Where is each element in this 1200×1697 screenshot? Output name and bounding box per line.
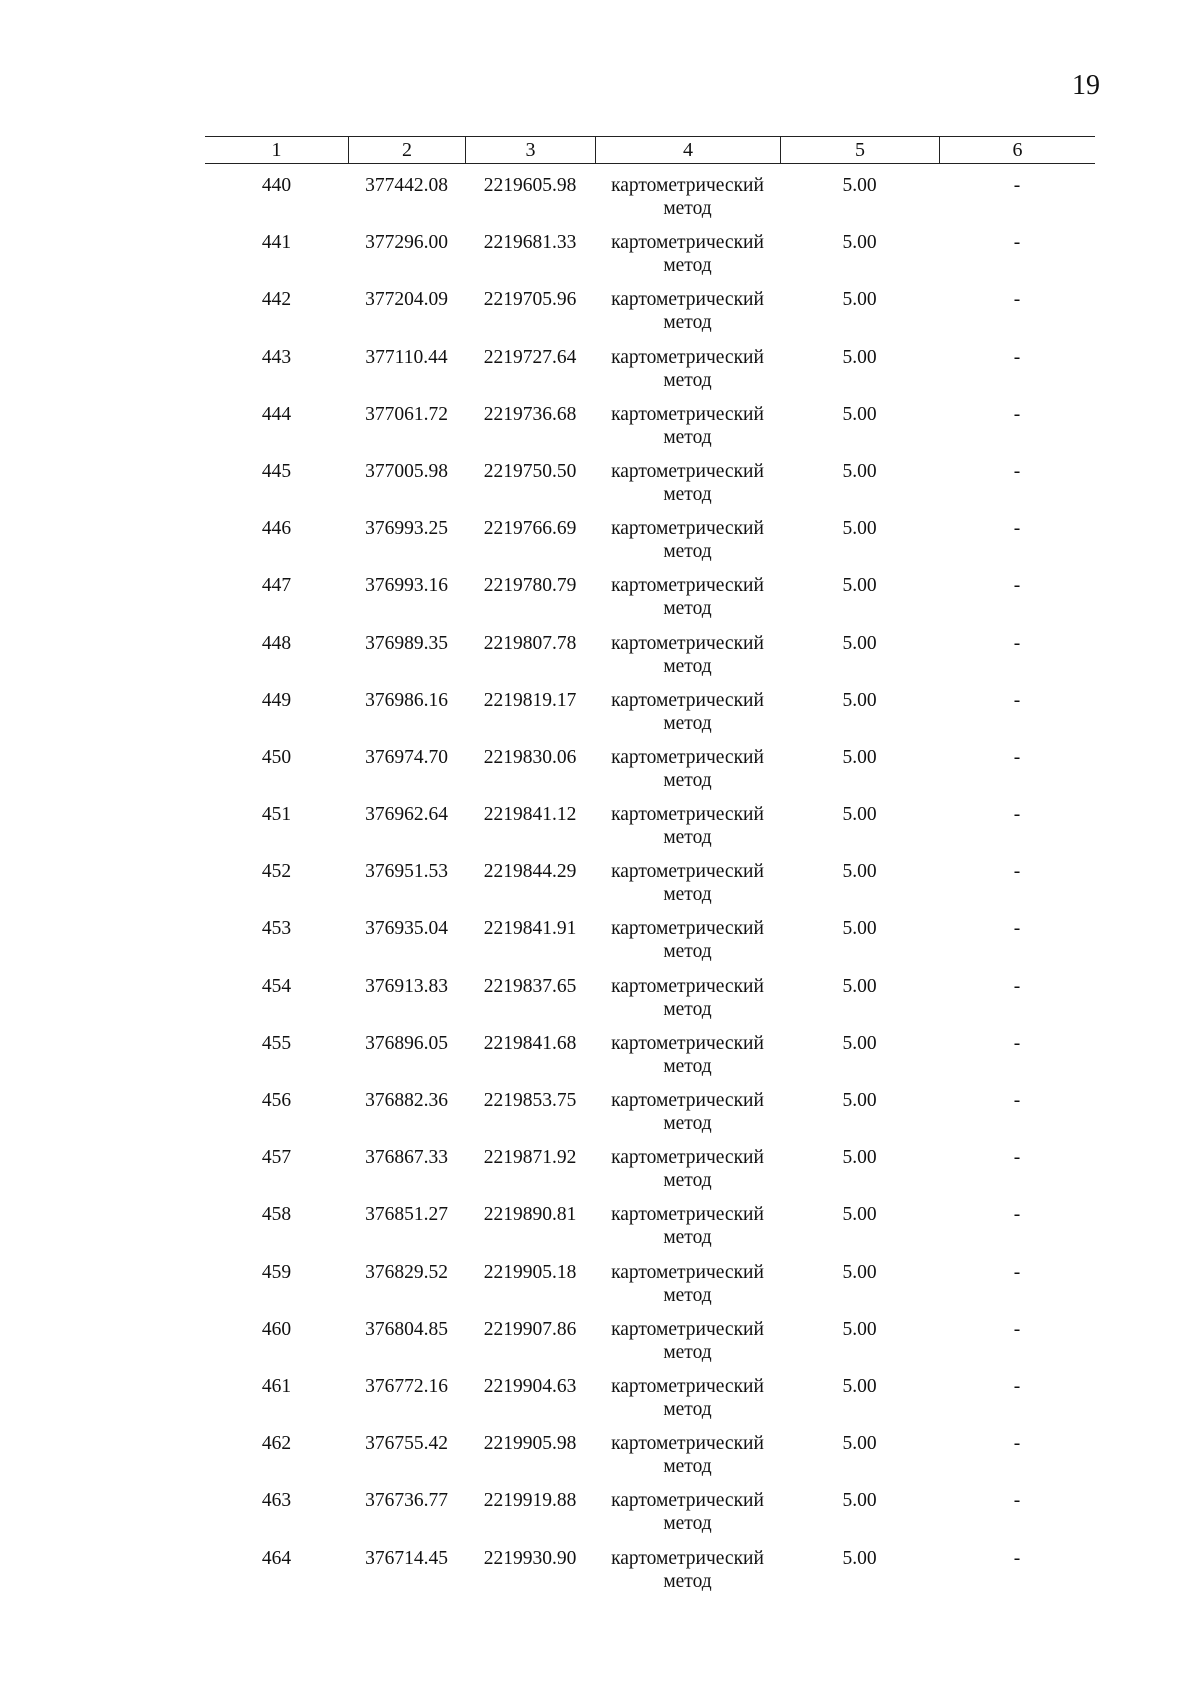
note-cell: - [1013,1490,1021,1512]
table-row [205,403,1095,460]
x-coordinate-cell: 376962.64 [365,804,448,826]
method-line-2: метод [663,827,712,849]
method-cell [595,403,780,460]
table-row [205,1089,1095,1146]
method-line-1: картометрический [611,632,764,654]
method-line-2: метод [663,998,712,1020]
note-cell: - [1013,632,1021,654]
note-cell: - [1013,1147,1021,1169]
y-coordinate-cell: 2219844.29 [483,861,577,883]
method-line-1: картометрический [611,975,764,997]
y-coordinate-cell: 2219766.69 [483,518,577,540]
accuracy-cell: 5.00 [842,918,877,940]
point-number-cell: 445 [261,460,292,482]
point-number-cell: 450 [261,746,292,768]
method-cell [595,1261,780,1318]
page-number: 19 [1072,70,1100,101]
y-coordinate-cell: 2219841.91 [483,918,577,940]
method-line-1: картометрический [611,689,764,711]
method-line-2: метод [663,483,712,505]
method-line-1: картометрический [611,1375,764,1397]
table-row [205,517,1095,574]
header-col-3: 3 [465,137,595,163]
method-line-2: метод [663,1284,712,1306]
method-line-1: картометрический [611,861,764,883]
method-line-1: картометрический [611,746,764,768]
header-col-5: 5 [780,137,939,163]
method-cell [595,174,780,231]
y-coordinate-cell: 2219819.17 [483,689,577,711]
note-cell: - [1013,861,1021,883]
point-number-cell: 463 [261,1490,292,1512]
x-coordinate-cell: 376714.45 [365,1547,448,1569]
coordinates-table [205,136,1095,1604]
y-coordinate-cell: 2219890.81 [483,1204,577,1226]
method-cell [595,917,780,974]
table-row [205,860,1095,917]
table-row [205,917,1095,974]
x-coordinate-cell: 376986.16 [365,689,448,711]
accuracy-cell: 5.00 [842,1147,877,1169]
table-row [205,1489,1095,1546]
header-col-2: 2 [348,137,465,163]
y-coordinate-cell: 2219837.65 [483,975,577,997]
method-line-2: метод [663,312,712,334]
table-row [205,346,1095,403]
x-coordinate-cell: 376882.36 [365,1090,448,1111]
table-body [205,174,1095,1604]
table-row [205,174,1095,231]
point-number-cell: 454 [261,975,292,997]
method-line-1: картометрический [611,1147,764,1169]
point-number-cell: 462 [261,1433,292,1455]
y-coordinate-cell: 2219605.98 [483,175,577,196]
y-coordinate-cell: 2219830.06 [483,746,577,768]
y-coordinate-cell: 2219904.63 [483,1375,577,1397]
method-line-2: метод [663,1570,712,1592]
table-row [205,803,1095,860]
note-cell: - [1013,1261,1021,1283]
note-cell: - [1013,1547,1021,1569]
method-cell [595,860,780,917]
method-line-2: метод [663,541,712,563]
y-coordinate-cell: 2219871.92 [483,1147,577,1169]
accuracy-cell: 5.00 [842,746,877,768]
method-line-1: картометрический [611,1090,764,1111]
x-coordinate-cell: 376993.16 [365,575,448,597]
method-line-2: метод [663,1341,712,1363]
accuracy-cell: 5.00 [842,1318,877,1340]
x-coordinate-cell: 376974.70 [365,746,448,768]
method-cell [595,746,780,803]
x-coordinate-cell: 376829.52 [365,1261,448,1283]
note-cell: - [1013,918,1021,940]
point-number-cell: 461 [261,1375,292,1397]
point-number-cell: 448 [261,632,292,654]
method-line-2: метод [663,655,712,677]
method-line-2: метод [663,1170,712,1192]
method-line-1: картометрический [611,918,764,940]
accuracy-cell: 5.00 [842,518,877,540]
point-number-cell: 464 [261,1547,292,1569]
y-coordinate-cell: 2219905.18 [483,1261,577,1283]
y-coordinate-cell: 2219681.33 [483,232,577,254]
point-number-cell: 446 [261,518,292,540]
method-cell [595,1203,780,1260]
accuracy-cell: 5.00 [842,575,877,597]
y-coordinate-cell: 2219705.96 [483,289,577,311]
accuracy-cell: 5.00 [842,1261,877,1283]
note-cell: - [1013,1204,1021,1226]
accuracy-cell: 5.00 [842,1375,877,1397]
method-line-2: метод [663,712,712,734]
table-row [205,460,1095,517]
method-line-2: метод [663,1227,712,1249]
table-row [205,632,1095,689]
note-cell: - [1013,975,1021,997]
note-cell: - [1013,289,1021,311]
x-coordinate-cell: 377296.00 [365,232,448,254]
table-row [205,231,1095,288]
method-line-1: картометрический [611,175,764,196]
method-line-1: картометрический [611,1261,764,1283]
x-coordinate-cell: 376951.53 [365,861,448,883]
note-cell: - [1013,1090,1021,1111]
method-cell [595,1489,780,1546]
note-cell: - [1013,232,1021,254]
method-line-2: метод [663,598,712,620]
table-row [205,574,1095,631]
point-number-cell: 441 [261,232,292,254]
y-coordinate-cell: 2219750.50 [483,460,577,482]
y-coordinate-cell: 2219930.90 [483,1547,577,1569]
note-cell: - [1013,1433,1021,1455]
method-cell [595,1375,780,1432]
point-number-cell: 453 [261,918,292,940]
point-number-cell: 456 [261,1090,292,1111]
method-cell [595,346,780,403]
x-coordinate-cell: 377005.98 [365,460,448,482]
note-cell: - [1013,518,1021,540]
accuracy-cell: 5.00 [842,1433,877,1455]
method-cell [595,1089,780,1146]
method-cell [595,1032,780,1089]
x-coordinate-cell: 376851.27 [365,1204,448,1226]
accuracy-cell: 5.00 [842,1490,877,1512]
x-coordinate-cell: 376989.35 [365,632,448,654]
point-number-cell: 447 [261,575,292,597]
method-line-2: метод [663,369,712,391]
method-cell [595,231,780,288]
table-row [205,288,1095,345]
method-line-2: метод [663,1055,712,1077]
table-row [205,1318,1095,1375]
x-coordinate-cell: 377442.08 [365,175,448,196]
accuracy-cell: 5.00 [842,861,877,883]
method-cell [595,288,780,345]
method-line-1: картометрический [611,1318,764,1340]
note-cell: - [1013,689,1021,711]
point-number-cell: 459 [261,1261,292,1283]
accuracy-cell: 5.00 [842,289,877,311]
method-line-1: картометрический [611,1433,764,1455]
y-coordinate-cell: 2219780.79 [483,575,577,597]
x-coordinate-cell: 377061.72 [365,403,448,425]
accuracy-cell: 5.00 [842,804,877,826]
note-cell: - [1013,1375,1021,1397]
point-number-cell: 451 [261,804,292,826]
note-cell: - [1013,1318,1021,1340]
point-number-cell: 458 [261,1204,292,1226]
method-line-1: картометрический [611,1032,764,1054]
note-cell: - [1013,746,1021,768]
accuracy-cell: 5.00 [842,975,877,997]
table-header-row [205,136,1095,164]
method-line-1: картометрический [611,518,764,540]
point-number-cell: 457 [261,1147,292,1169]
header-col-6: 6 [939,137,1095,163]
method-line-1: картометрический [611,1204,764,1226]
method-line-1: картометрический [611,346,764,368]
y-coordinate-cell: 2219841.12 [483,804,577,826]
method-cell [595,689,780,746]
note-cell: - [1013,403,1021,425]
note-cell: - [1013,1032,1021,1054]
x-coordinate-cell: 376804.85 [365,1318,448,1340]
point-number-cell: 455 [261,1032,292,1054]
table-row [205,975,1095,1032]
method-line-2: метод [663,426,712,448]
table-row [205,1032,1095,1089]
method-line-2: метод [663,198,712,219]
table-row [205,1146,1095,1203]
table-row [205,746,1095,803]
y-coordinate-cell: 2219736.68 [483,403,577,425]
header-col-1: 1 [271,139,282,161]
point-number-cell: 443 [261,346,292,368]
y-coordinate-cell: 2219727.64 [483,346,577,368]
point-number-cell: 449 [261,689,292,711]
method-cell [595,1432,780,1489]
method-cell [595,574,780,631]
x-coordinate-cell: 376772.16 [365,1375,448,1397]
accuracy-cell: 5.00 [842,1090,877,1111]
method-line-2: метод [663,1398,712,1420]
method-line-1: картометрический [611,232,764,254]
method-line-1: картометрический [611,804,764,826]
point-number-cell: 442 [261,289,292,311]
accuracy-cell: 5.00 [842,1547,877,1569]
accuracy-cell: 5.00 [842,460,877,482]
method-cell [595,460,780,517]
x-coordinate-cell: 376935.04 [365,918,448,940]
point-number-cell: 444 [261,403,292,425]
method-line-2: метод [663,1456,712,1478]
table-row [205,1547,1095,1604]
table-row [205,1203,1095,1260]
note-cell: - [1013,346,1021,368]
table-row [205,689,1095,746]
accuracy-cell: 5.00 [842,346,877,368]
note-cell: - [1013,804,1021,826]
method-cell [595,1146,780,1203]
accuracy-cell: 5.00 [842,689,877,711]
method-line-1: картометрический [611,289,764,311]
x-coordinate-cell: 377110.44 [365,346,448,368]
point-number-cell: 460 [261,1318,292,1340]
y-coordinate-cell: 2219807.78 [483,632,577,654]
method-line-1: картометрический [611,403,764,425]
method-cell [595,975,780,1032]
method-line-2: метод [663,1513,712,1535]
y-coordinate-cell: 2219905.98 [483,1433,577,1455]
y-coordinate-cell: 2219853.75 [483,1090,577,1111]
point-number-cell: 452 [261,861,292,883]
method-cell [595,517,780,574]
method-line-2: метод [663,769,712,791]
accuracy-cell: 5.00 [842,1032,877,1054]
method-cell [595,632,780,689]
method-line-2: метод [663,1113,712,1134]
x-coordinate-cell: 376993.25 [365,518,448,540]
y-coordinate-cell: 2219907.86 [483,1318,577,1340]
x-coordinate-cell: 376913.83 [365,975,448,997]
accuracy-cell: 5.00 [842,232,877,254]
method-line-2: метод [663,941,712,963]
accuracy-cell: 5.00 [842,1204,877,1226]
x-coordinate-cell: 376867.33 [365,1147,448,1169]
x-coordinate-cell: 377204.09 [365,289,448,311]
x-coordinate-cell: 376755.42 [365,1433,448,1455]
table-row [205,1375,1095,1432]
x-coordinate-cell: 376896.05 [365,1032,448,1054]
method-cell [595,1318,780,1375]
table-row [205,1432,1095,1489]
note-cell: - [1013,460,1021,482]
method-line-1: картометрический [611,460,764,482]
accuracy-cell: 5.00 [842,403,877,425]
method-line-2: метод [663,884,712,906]
method-line-2: метод [663,255,712,277]
note-cell: - [1013,175,1021,196]
note-cell: - [1013,575,1021,597]
method-line-1: картометрический [611,1547,764,1569]
method-line-1: картометрический [611,575,764,597]
accuracy-cell: 5.00 [842,632,877,654]
x-coordinate-cell: 376736.77 [365,1490,448,1512]
table-row [205,1261,1095,1318]
method-line-1: картометрический [611,1490,764,1512]
header-col-4: 4 [595,137,780,163]
y-coordinate-cell: 2219841.68 [483,1032,577,1054]
y-coordinate-cell: 2219919.88 [483,1490,577,1512]
method-cell [595,803,780,860]
accuracy-cell: 5.00 [842,175,877,196]
method-cell [595,1547,780,1604]
point-number-cell: 440 [261,175,292,196]
